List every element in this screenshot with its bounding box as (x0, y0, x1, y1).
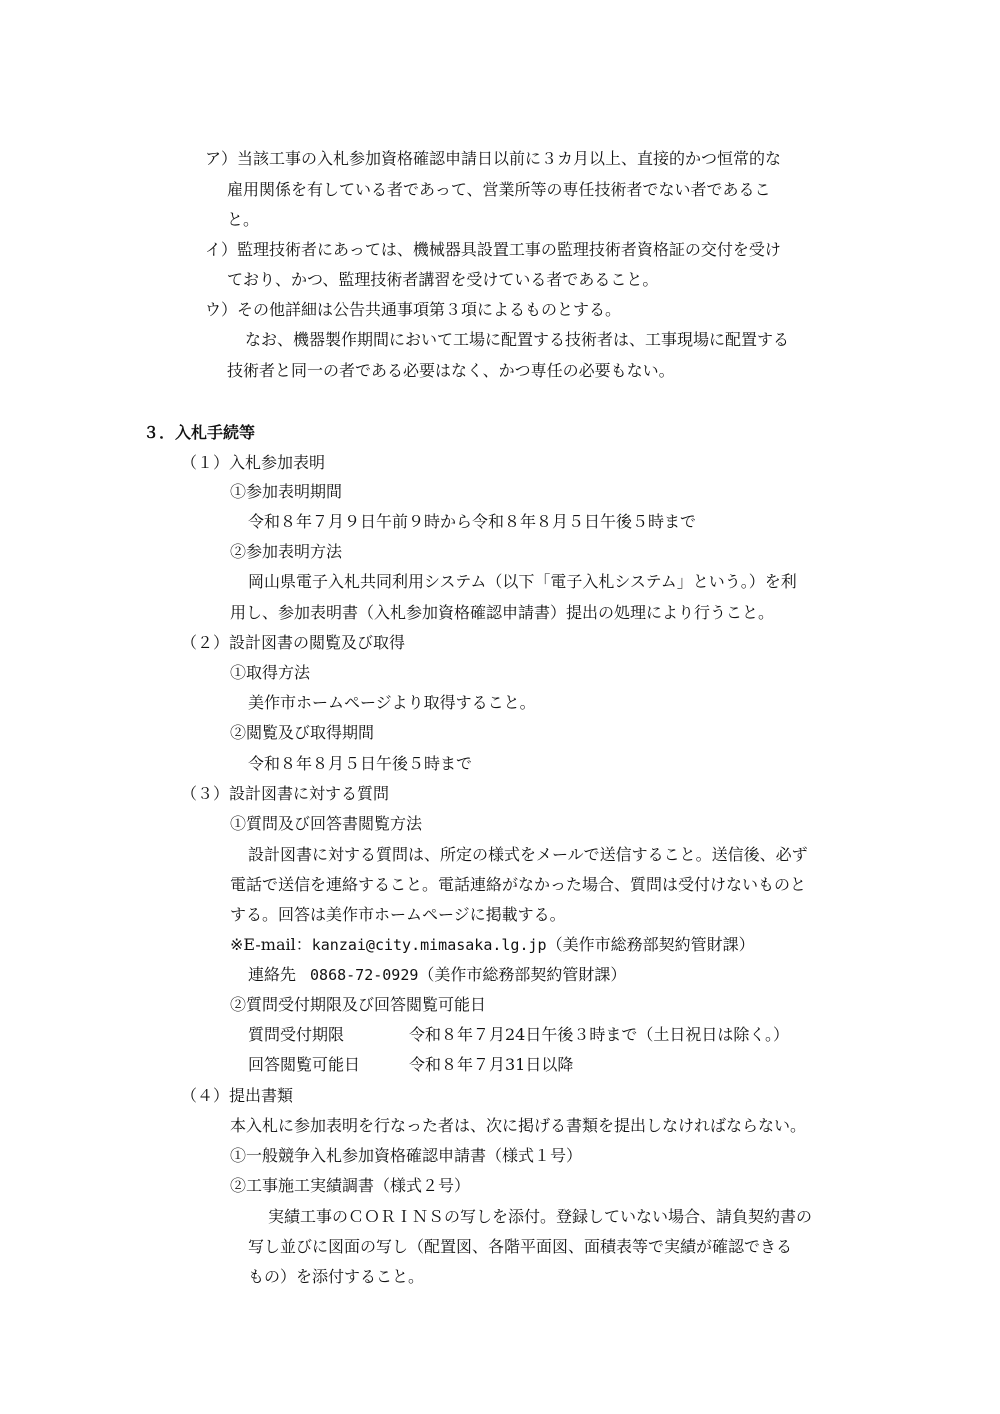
clause-a-line2: 雇用関係を有している者であって、営業所等の専任技術者でない者であるこ (227, 180, 771, 199)
deadline-value: 令和８年７月24日午後３時まで（土日祝日は除く。） (409, 1025, 790, 1044)
email-suffix: （美作市総務部契約管財課） (546, 935, 755, 954)
email-address[interactable]: kanzai@city.mimasaka.lg.jp (311, 936, 547, 954)
clause-a-line3: と。 (227, 210, 260, 229)
s2-title: （２）設計図書の閲覧及び取得 (181, 633, 406, 652)
s3-p2-title: ②質問受付期限及び回答閲覧可能日 (230, 995, 487, 1014)
s3-title: （３）設計図書に対する質問 (181, 784, 390, 803)
s3-p1-line3: する。回答は美作市ホームページに掲載する。 (230, 905, 566, 924)
s3-p1-title: ①質問及び回答書閲覧方法 (230, 814, 423, 833)
clause-i-line1: イ）監理技術者にあっては、機械器具設置工事の監理技術者資格証の交付を受け (205, 240, 781, 259)
note-line1: なお、機器製作期間において工場に配置する技術者は、工事現場に配置する (245, 330, 790, 349)
clause-a-line1: ア）当該工事の入札参加資格確認申請日以前に３カ月以上、直接的かつ恒常的な (205, 149, 782, 168)
s2-p2-text: 令和８年８月５日午後５時まで (248, 754, 473, 773)
s1-p2-line1: 岡山県電子入札共同利用システム（以下「電子入札システム」という。）を利 (248, 572, 797, 591)
s1-p2-title: ②参加表明方法 (230, 542, 343, 561)
s4-item1: ①一般競争入札参加資格確認申請書（様式１号） (230, 1146, 583, 1165)
clause-i-line2: ており、かつ、監理技術者講習を受けている者であること。 (227, 270, 659, 289)
s3-p1-line1: 設計図書に対する質問は、所定の様式をメールで送信すること。送信後、必ず (248, 845, 808, 864)
contact-line (248, 965, 626, 985)
s2-p1-text: 美作市ホームページより取得すること。 (248, 693, 536, 712)
email-prefix: ※E-mail： (230, 935, 312, 954)
s4-item2: ②工事施工実績調書（様式２号） (230, 1176, 471, 1195)
answer-value: 令和８年７月31日以降 (409, 1055, 574, 1074)
answer-label: 回答閲覧可能日 (248, 1055, 361, 1074)
section3-heading: ３．入札手続等 (143, 423, 256, 442)
contact-label: 連絡先 (248, 965, 297, 984)
email-line (230, 935, 755, 955)
s1-p1-text: 令和８年７月９日午前９時から令和８年８月５日午後５時まで (248, 512, 697, 531)
s1-p1-title: ①参加表明期間 (230, 482, 343, 501)
contact-number: 0868-72-0929 (310, 966, 419, 984)
s4-title: （４）提出書類 (181, 1086, 294, 1105)
s2-p2-title: ②閲覧及び取得期間 (230, 723, 375, 742)
s4-item2-line1: 実績工事のＣＯＲＩＮＳの写しを添付。登録していない場合、請負契約書の (268, 1207, 813, 1226)
clause-u-line1: ウ）その他詳細は公告共通事項第３項によるものとする。 (205, 300, 622, 319)
note-line2: 技術者と同一の者である必要はなく、かつ専任の必要もない。 (227, 361, 675, 380)
s3-p1-line2: 電話で送信を連絡すること。電話連絡がなかった場合、質問は受付けないものと (230, 875, 807, 894)
s4-item2-line3: もの）を添付すること。 (248, 1267, 425, 1286)
s1-title: （１）入札参加表明 (181, 453, 326, 472)
s4-item2-line2: 写し並びに図面の写し（配置図、各階平面図、面積表等で実績が確認できる (248, 1237, 793, 1256)
contact-suffix: （美作市総務部契約管財課） (418, 965, 627, 984)
s4-intro: 本入札に参加表明を行なった者は、次に掲げる書類を提出しなければならない。 (230, 1116, 807, 1135)
deadline-label: 質問受付期限 (248, 1025, 345, 1044)
s2-p1-title: ①取得方法 (230, 663, 311, 682)
s1-p2-line2: 用し、参加表明書（入札参加資格確認申請書）提出の処理により行うこと。 (230, 603, 775, 622)
